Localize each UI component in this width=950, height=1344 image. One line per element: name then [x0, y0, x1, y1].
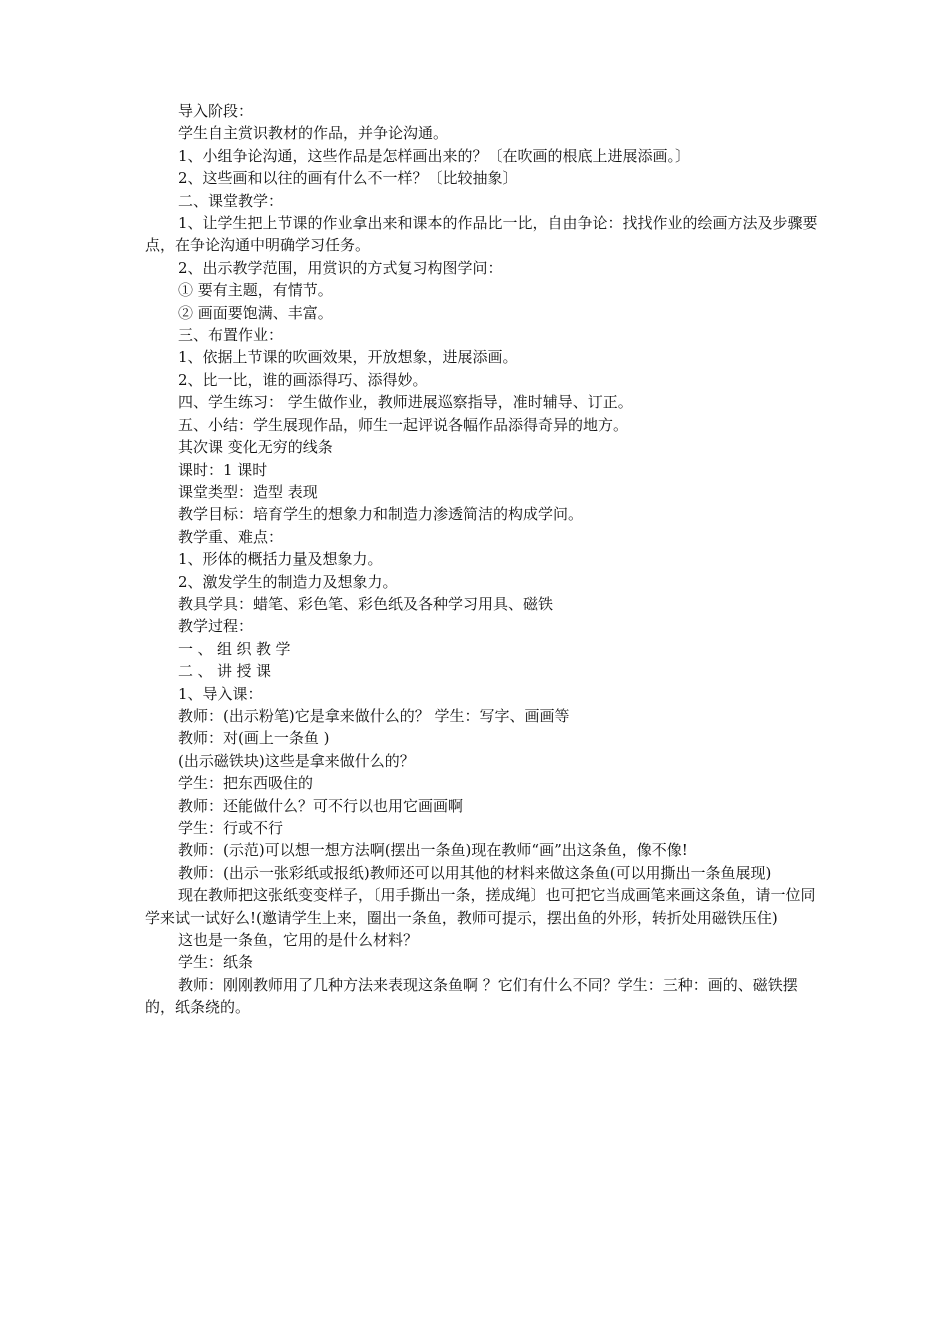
paragraph: 教学重、难点： [178, 527, 284, 546]
paragraph: 学生自主赏识教材的作品，并争论沟通。 [178, 124, 449, 143]
dialogue-line: 学生：把东西吸住的 [178, 774, 314, 793]
dialogue-line: 教师：(出示一张彩纸或报纸)教师还可以用其他的材料来做这条鱼(可以用撕出一条鱼展现) [178, 863, 772, 882]
section-heading: 二、讲授课 [178, 662, 276, 681]
dialogue-line: 教师：(出示粉笔)它是拿来做什么的？ 学生：写字、画画等 [178, 706, 570, 725]
dialogue-line: 教师：还能做什么？可不行以也用它画画啊 [178, 796, 464, 815]
paragraph: 1、形体的概括力量及想象力。 [178, 550, 383, 569]
section-heading: 三、布置作业： [178, 326, 284, 345]
dialogue-line: 教师：对(画上一条鱼 ) [178, 729, 330, 748]
paragraph: 2、比一比，谁的画添得巧、添得妙。 [178, 370, 428, 389]
paragraph: 2、激发学生的制造力及想象力。 [178, 572, 398, 591]
section-heading: 二、课堂教学： [178, 191, 284, 210]
paragraph: 1、小组争论沟通，这些作品是怎样画出来的？〔在吹画的根底上进展添画。〕 [178, 146, 691, 165]
paragraph: 1、导入课： [178, 684, 263, 703]
section-heading: 一、组织教学 [178, 639, 296, 658]
dialogue-line: 教师：(示范)可以想一想方法啊(摆出一条鱼)现在教师“画”出这条鱼，像不像! [178, 841, 688, 860]
list-item: ② 画面要饱满、丰富。 [178, 303, 333, 322]
paragraph: 这也是一条鱼，它用的是什么材料？ [178, 931, 419, 950]
section-heading: 四、学生练习： 学生做作业，教师进展巡察指导，准时辅导、订正。 [178, 393, 633, 412]
paragraph: 课堂类型：造型 表现 [178, 482, 318, 501]
dialogue-line: 教师：刚刚教师用了几种方法来表现这条鱼啊 ？它们有什么不同？学生：三种：画的、磁铁摆的，纸条绕的。 [145, 975, 798, 1017]
paragraph: 教具学具：蜡笔、彩色笔、彩色纸及各种学习用具、磁铁 [178, 594, 554, 613]
lesson-title: 其次课 变化无穷的线条 [178, 438, 333, 457]
document-body [145, 100, 825, 1019]
paragraph: 2、这些画和以往的画有什么不一样？〔比较抽象〕 [178, 169, 518, 188]
dialogue-line: (出示磁铁块)这些是拿来做什么的？ [178, 751, 415, 770]
paragraph: 1、依据上节课的吹画效果，开放想象，进展添画。 [178, 348, 518, 367]
list-item: ① 要有主题，有情节。 [178, 281, 333, 300]
paragraph: 导入阶段： [178, 102, 254, 120]
section-heading: 五、小结：学生展现作品，师生一起评说各幅作品添得奇异的地方。 [178, 415, 629, 434]
paragraph: 教学过程： [178, 617, 254, 636]
dialogue-line: 学生：纸条 [178, 953, 254, 972]
paragraph: 2、出示教学范围，用赏识的方式复习构图学问： [178, 258, 503, 277]
paragraph: 课时：1 课时 [178, 460, 268, 479]
dialogue-line: 学生：行或不行 [178, 819, 284, 837]
paragraph: 1、让学生把上节课的作业拿出来和课本的作品比一比，自由争论：找找作业的绘画方法及步骤要点，在争论沟通中明确学习任务。 [145, 214, 818, 255]
paragraph: 现在教师把这张纸变变样子，〔用手撕出一条，搓成绳〕也可把它当成画笔来画这条鱼，请一位同学来试一试好么!(邀请学生上来，圈出一条鱼，教师可提示，摆出鱼的外形，转折处用磁铁压住) [145, 886, 816, 927]
paragraph: 教学目标：培育学生的想象力和制造力渗透简洁的构成学问。 [178, 505, 584, 524]
